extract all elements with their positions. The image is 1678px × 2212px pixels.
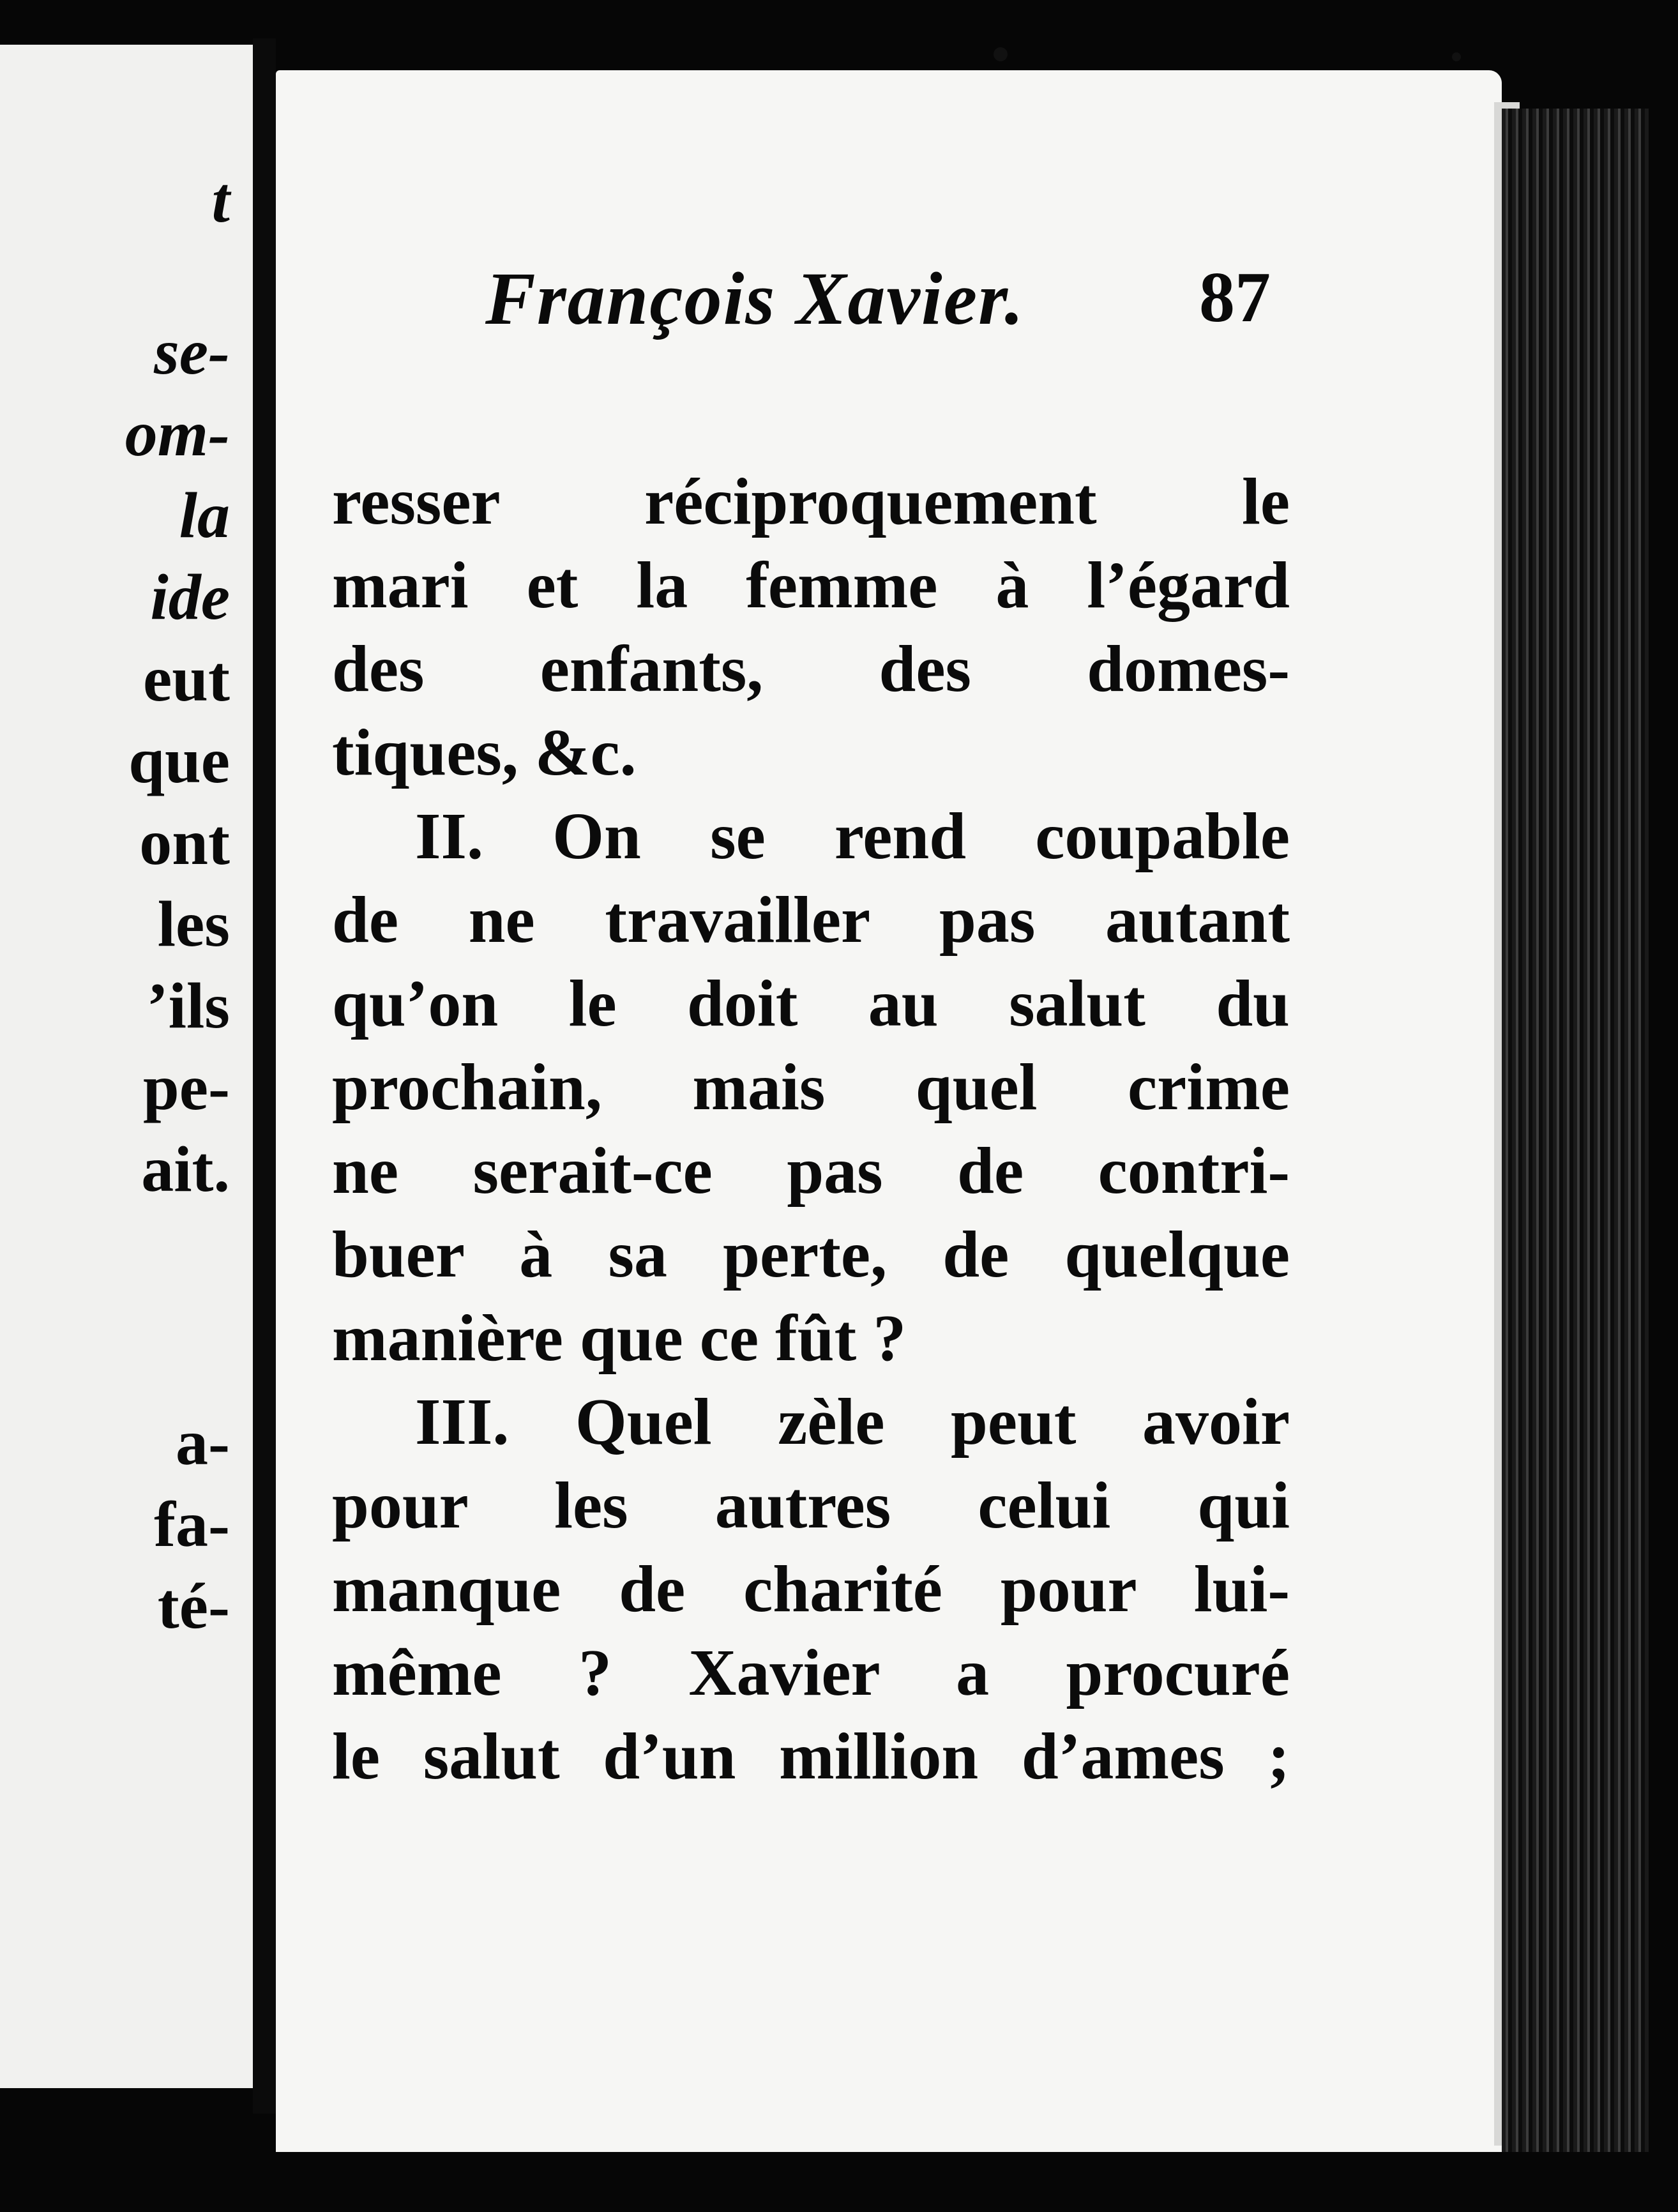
left-page-line: eut (143, 643, 230, 715)
text-line: le salut d’un million d’ames ; (332, 1720, 1290, 1793)
text-line: resser réciproquement le (332, 465, 1290, 538)
text-line: qu’on le doit au salut du (332, 967, 1290, 1040)
left-page-gap (0, 1211, 253, 1402)
text-line: tiques, &c. (332, 716, 637, 789)
running-title: François Xavier. (485, 257, 1025, 340)
left-page-line: té- (157, 1570, 230, 1642)
left-page-line: ont (139, 807, 230, 879)
ink-spot (1452, 52, 1461, 61)
left-page-top-fragment: t (211, 164, 230, 236)
text-line: pour les autres celui qui (332, 1469, 1290, 1542)
page-edges (1502, 109, 1649, 2152)
left-page (0, 45, 255, 2088)
left-page-line: pe- (143, 1052, 230, 1124)
left-page-line: ’ils (146, 970, 230, 1042)
page-number: 87 (1199, 258, 1271, 337)
left-page-line: les (157, 888, 230, 960)
left-page-line: la (179, 480, 230, 552)
left-page-line: a- (176, 1407, 230, 1479)
text-line: de ne travailler pas autant (332, 883, 1290, 957)
text-line: II. On se rend coupable (415, 799, 1290, 873)
left-page-line: se- (154, 316, 230, 388)
body-text (332, 460, 1290, 1798)
text-line: manière que ce fût ? (332, 1301, 907, 1375)
text-line: prochain, mais quel crime (332, 1050, 1290, 1124)
running-header (485, 255, 1303, 342)
left-page-text (0, 164, 253, 1648)
text-line: manque de charité pour lui- (332, 1552, 1290, 1626)
text-line: III. Quel zèle peut avoir (415, 1385, 1290, 1458)
left-page-line: ide (150, 561, 230, 633)
book-gutter (253, 38, 276, 2114)
left-page-line: fa- (154, 1489, 230, 1561)
ink-spot (994, 47, 1008, 61)
text-line: même ? Xavier a procuré (332, 1636, 1290, 1709)
left-page-line: om- (125, 398, 230, 470)
text-line: ne serait-ce pas de contri- (332, 1134, 1290, 1208)
left-page-line: que (128, 725, 230, 797)
text-line: des enfants, des domes- (332, 632, 1290, 706)
left-page-line: ait. (141, 1133, 230, 1206)
text-line: buer à sa perte, de quelque (332, 1218, 1290, 1291)
text-line: mari et la femme à l’égard (332, 549, 1290, 622)
